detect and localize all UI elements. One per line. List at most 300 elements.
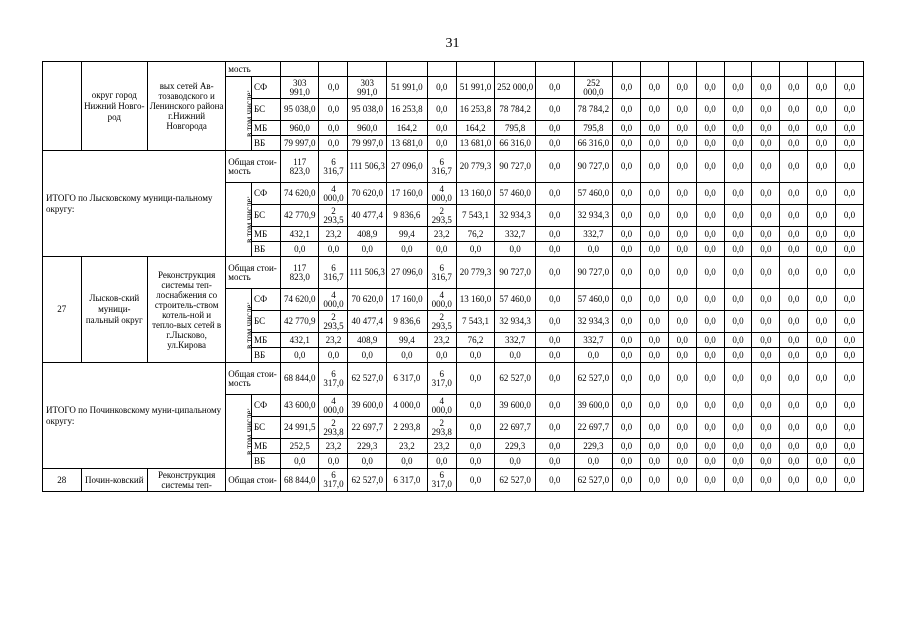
value-cell: 0,0 — [668, 227, 696, 242]
value-cell: 79 997,0 — [280, 136, 319, 151]
value-cell: 0,0 — [495, 242, 536, 257]
value-cell: 0,0 — [780, 311, 808, 333]
cost-label: мость — [226, 62, 281, 77]
value-cell: 0,0 — [613, 311, 641, 333]
value-cell: 4 000,0 — [319, 395, 348, 417]
fund-source-label: БС — [251, 205, 280, 227]
value-cell: 0,0 — [696, 454, 724, 469]
cost-label: Общая стои- — [226, 469, 281, 492]
fund-source-label: ВБ — [251, 348, 280, 363]
table-row — [43, 257, 864, 289]
value-cell: 0,0 — [535, 151, 574, 183]
value-cell: 0,0 — [808, 395, 836, 417]
value-cell: 0,0 — [752, 227, 780, 242]
value-cell: 0,0 — [696, 99, 724, 121]
value-cell: 0,0 — [668, 395, 696, 417]
value-cell: 0,0 — [427, 121, 456, 136]
value-cell: 303 991,0 — [348, 77, 387, 99]
value-cell: 0,0 — [808, 363, 836, 395]
item-number — [43, 62, 82, 151]
including-text: в том числе: — [244, 302, 255, 349]
value-cell: 0,0 — [724, 348, 752, 363]
value-cell: 0,0 — [808, 205, 836, 227]
value-cell: 57 460,0 — [495, 183, 536, 205]
value-cell: 4 000,0 — [427, 395, 456, 417]
value-cell — [574, 62, 613, 77]
value-cell: 0,0 — [427, 454, 456, 469]
value-cell: 0,0 — [640, 395, 668, 417]
value-cell: 0,0 — [696, 395, 724, 417]
value-cell: 0,0 — [613, 363, 641, 395]
value-cell: 0,0 — [280, 242, 319, 257]
value-cell: 0,0 — [696, 439, 724, 454]
value-cell: 0,0 — [319, 348, 348, 363]
value-cell: 95 038,0 — [280, 99, 319, 121]
value-cell: 0,0 — [535, 77, 574, 99]
value-cell: 0,0 — [668, 77, 696, 99]
value-cell: 0,0 — [640, 363, 668, 395]
value-cell: 0,0 — [668, 136, 696, 151]
value-cell: 0,0 — [808, 151, 836, 183]
value-cell: 23,2 — [427, 333, 456, 348]
value-cell — [640, 62, 668, 77]
value-cell: 0,0 — [456, 417, 495, 439]
value-cell: 164,2 — [387, 121, 428, 136]
table-row — [43, 363, 864, 395]
value-cell: 0,0 — [640, 289, 668, 311]
value-cell: 0,0 — [640, 205, 668, 227]
value-cell: 0,0 — [808, 417, 836, 439]
value-cell — [319, 62, 348, 77]
value-cell: 0,0 — [835, 77, 863, 99]
value-cell: 0,0 — [724, 333, 752, 348]
total-label: ИТОГО по Починковскому муни-ципальному округу: — [43, 363, 226, 469]
value-cell: 0,0 — [387, 454, 428, 469]
value-cell: 795,8 — [495, 121, 536, 136]
value-cell: 0,0 — [640, 227, 668, 242]
value-cell: 27 096,0 — [387, 151, 428, 183]
value-cell: 0,0 — [613, 469, 641, 492]
value-cell: 0,0 — [613, 417, 641, 439]
value-cell: 0,0 — [752, 151, 780, 183]
value-cell: 32 934,3 — [495, 205, 536, 227]
value-cell: 0,0 — [613, 348, 641, 363]
value-cell: 164,2 — [456, 121, 495, 136]
value-cell: 13 681,0 — [387, 136, 428, 151]
value-cell: 0,0 — [640, 183, 668, 205]
value-cell: 57 460,0 — [495, 289, 536, 311]
value-cell: 66 316,0 — [495, 136, 536, 151]
value-cell: 0,0 — [535, 469, 574, 492]
value-cell: 0,0 — [427, 136, 456, 151]
value-cell: 76,2 — [456, 333, 495, 348]
value-cell: 99,4 — [387, 227, 428, 242]
value-cell: 0,0 — [752, 417, 780, 439]
value-cell: 0,0 — [724, 151, 752, 183]
value-cell: 0,0 — [724, 311, 752, 333]
value-cell: 0,0 — [640, 121, 668, 136]
value-cell: 0,0 — [696, 333, 724, 348]
value-cell: 0,0 — [752, 242, 780, 257]
value-cell: 62 527,0 — [574, 469, 613, 492]
value-cell: 68 844,0 — [280, 469, 319, 492]
value-cell: 0,0 — [280, 454, 319, 469]
value-cell: 0,0 — [387, 348, 428, 363]
value-cell: 0,0 — [535, 227, 574, 242]
value-cell: 79 997,0 — [348, 136, 387, 151]
value-cell — [835, 62, 863, 77]
value-cell: 2 293,5 — [319, 205, 348, 227]
value-cell: 68 844,0 — [280, 363, 319, 395]
value-cell: 0,0 — [696, 348, 724, 363]
value-cell: 90 727,0 — [495, 151, 536, 183]
fund-source-label: СФ — [251, 395, 280, 417]
value-cell: 0,0 — [808, 227, 836, 242]
fund-source-label: СФ — [251, 289, 280, 311]
value-cell: 0,0 — [780, 242, 808, 257]
value-cell: 6 317,0 — [319, 469, 348, 492]
value-cell: 0,0 — [668, 183, 696, 205]
value-cell: 0,0 — [724, 257, 752, 289]
value-cell: 0,0 — [835, 257, 863, 289]
value-cell: 0,0 — [780, 257, 808, 289]
value-cell: 960,0 — [348, 121, 387, 136]
value-cell: 0,0 — [613, 121, 641, 136]
value-cell: 0,0 — [696, 227, 724, 242]
value-cell: 0,0 — [808, 77, 836, 99]
value-cell: 39 600,0 — [574, 395, 613, 417]
value-cell: 0,0 — [724, 227, 752, 242]
value-cell: 0,0 — [613, 77, 641, 99]
value-cell: 0,0 — [535, 363, 574, 395]
value-cell: 0,0 — [613, 439, 641, 454]
value-cell: 0,0 — [780, 348, 808, 363]
value-cell: 0,0 — [319, 136, 348, 151]
value-cell: 57 460,0 — [574, 289, 613, 311]
value-cell — [348, 62, 387, 77]
value-cell: 0,0 — [613, 333, 641, 348]
value-cell: 0,0 — [668, 151, 696, 183]
value-cell: 0,0 — [427, 242, 456, 257]
value-cell: 432,1 — [280, 333, 319, 348]
value-cell: 0,0 — [696, 363, 724, 395]
value-cell: 0,0 — [752, 454, 780, 469]
value-cell: 332,7 — [495, 333, 536, 348]
value-cell: 0,0 — [835, 121, 863, 136]
value-cell: 0,0 — [613, 289, 641, 311]
value-cell: 0,0 — [640, 99, 668, 121]
district-name: округ город Нижний Новго-род — [81, 62, 147, 151]
value-cell: 0,0 — [835, 469, 863, 492]
value-cell: 229,3 — [495, 439, 536, 454]
value-cell: 0,0 — [668, 348, 696, 363]
value-cell: 62 527,0 — [495, 469, 536, 492]
value-cell: 0,0 — [668, 99, 696, 121]
including-label — [226, 289, 255, 363]
value-cell: 0,0 — [808, 311, 836, 333]
value-cell: 0,0 — [668, 121, 696, 136]
value-cell — [724, 62, 752, 77]
table-row — [43, 151, 864, 183]
value-cell: 0,0 — [668, 439, 696, 454]
value-cell: 0,0 — [613, 205, 641, 227]
value-cell: 0,0 — [640, 417, 668, 439]
value-cell: 62 527,0 — [495, 363, 536, 395]
value-cell: 0,0 — [780, 363, 808, 395]
cost-label: Общая стои-мость — [226, 257, 281, 289]
value-cell: 22 697,7 — [495, 417, 536, 439]
including-text: в том числе: — [244, 196, 255, 243]
value-cell: 95 038,0 — [348, 99, 387, 121]
table-row — [43, 469, 864, 492]
value-cell: 408,9 — [348, 227, 387, 242]
value-cell: 0,0 — [640, 469, 668, 492]
value-cell: 0,0 — [456, 439, 495, 454]
value-cell: 16 253,8 — [456, 99, 495, 121]
value-cell: 0,0 — [668, 311, 696, 333]
value-cell: 0,0 — [348, 242, 387, 257]
value-cell: 0,0 — [808, 121, 836, 136]
fund-source-label: МБ — [251, 121, 280, 136]
value-cell: 0,0 — [808, 257, 836, 289]
value-cell: 0,0 — [535, 183, 574, 205]
value-cell: 99,4 — [387, 333, 428, 348]
value-cell: 960,0 — [280, 121, 319, 136]
value-cell: 0,0 — [574, 242, 613, 257]
value-cell: 0,0 — [808, 454, 836, 469]
value-cell: 0,0 — [696, 417, 724, 439]
value-cell: 0,0 — [668, 363, 696, 395]
value-cell: 117 823,0 — [280, 151, 319, 183]
value-cell: 62 527,0 — [348, 469, 387, 492]
value-cell: 0,0 — [613, 99, 641, 121]
value-cell: 111 506,3 — [348, 151, 387, 183]
value-cell: 0,0 — [835, 395, 863, 417]
value-cell: 0,0 — [456, 469, 495, 492]
value-cell: 51 991,0 — [387, 77, 428, 99]
value-cell — [752, 62, 780, 77]
budget-table — [42, 61, 864, 492]
value-cell: 0,0 — [427, 348, 456, 363]
value-cell: 0,0 — [668, 205, 696, 227]
value-cell: 0,0 — [640, 257, 668, 289]
value-cell: 0,0 — [780, 289, 808, 311]
value-cell: 0,0 — [696, 469, 724, 492]
value-cell: 0,0 — [640, 439, 668, 454]
value-cell: 66 316,0 — [574, 136, 613, 151]
value-cell: 17 160,0 — [387, 183, 428, 205]
value-cell: 0,0 — [835, 205, 863, 227]
including-text: в том числе: — [244, 408, 255, 455]
value-cell: 0,0 — [535, 257, 574, 289]
value-cell: 70 620,0 — [348, 289, 387, 311]
value-cell: 432,1 — [280, 227, 319, 242]
value-cell: 90 727,0 — [574, 151, 613, 183]
value-cell: 408,9 — [348, 333, 387, 348]
value-cell — [808, 62, 836, 77]
value-cell: 229,3 — [348, 439, 387, 454]
value-cell: 32 934,3 — [574, 205, 613, 227]
value-cell: 0,0 — [752, 257, 780, 289]
value-cell: 2 293,5 — [427, 205, 456, 227]
value-cell: 0,0 — [640, 454, 668, 469]
value-cell: 7 543,1 — [456, 205, 495, 227]
value-cell: 0,0 — [348, 454, 387, 469]
value-cell: 0,0 — [780, 333, 808, 348]
value-cell: 0,0 — [808, 136, 836, 151]
value-cell: 0,0 — [835, 439, 863, 454]
value-cell: 0,0 — [752, 469, 780, 492]
value-cell: 0,0 — [780, 454, 808, 469]
value-cell: 0,0 — [319, 77, 348, 99]
value-cell: 20 779,3 — [456, 257, 495, 289]
value-cell: 0,0 — [668, 417, 696, 439]
value-cell: 0,0 — [535, 348, 574, 363]
value-cell — [535, 62, 574, 77]
value-cell: 0,0 — [724, 469, 752, 492]
value-cell: 0,0 — [808, 289, 836, 311]
value-cell: 0,0 — [668, 469, 696, 492]
fund-source-label: ВБ — [251, 136, 280, 151]
object-name: Реконструкция системы теп-лоснабжения со строитель-ством котель-ной и тепло-вых сетей в г.Лысково, ул.Кирова — [148, 257, 226, 363]
value-cell: 111 506,3 — [348, 257, 387, 289]
value-cell: 0,0 — [319, 454, 348, 469]
value-cell: 6 317,0 — [427, 469, 456, 492]
fund-source-label: БС — [251, 311, 280, 333]
value-cell: 0,0 — [808, 99, 836, 121]
value-cell: 70 620,0 — [348, 183, 387, 205]
fund-source-label: ВБ — [251, 242, 280, 257]
value-cell — [387, 62, 428, 77]
value-cell: 0,0 — [613, 227, 641, 242]
value-cell: 0,0 — [724, 136, 752, 151]
value-cell: 20 779,3 — [456, 151, 495, 183]
value-cell: 74 620,0 — [280, 289, 319, 311]
value-cell: 0,0 — [535, 417, 574, 439]
value-cell: 0,0 — [640, 348, 668, 363]
value-cell: 4 000,0 — [427, 183, 456, 205]
value-cell: 0,0 — [835, 227, 863, 242]
value-cell: 9 836,6 — [387, 205, 428, 227]
value-cell: 0,0 — [780, 205, 808, 227]
district-name: Почин-ковский — [81, 469, 147, 492]
value-cell: 0,0 — [835, 417, 863, 439]
value-cell: 0,0 — [724, 242, 752, 257]
value-cell: 0,0 — [696, 289, 724, 311]
value-cell: 42 770,9 — [280, 205, 319, 227]
value-cell — [613, 62, 641, 77]
value-cell: 0,0 — [724, 454, 752, 469]
value-cell: 6 317,0 — [387, 363, 428, 395]
value-cell: 4 000,0 — [427, 289, 456, 311]
value-cell: 0,0 — [668, 333, 696, 348]
value-cell: 332,7 — [495, 227, 536, 242]
value-cell: 9 836,6 — [387, 311, 428, 333]
value-cell: 42 770,9 — [280, 311, 319, 333]
value-cell: 17 160,0 — [387, 289, 428, 311]
value-cell — [280, 62, 319, 77]
value-cell: 2 293,8 — [427, 417, 456, 439]
value-cell: 0,0 — [835, 348, 863, 363]
value-cell: 32 934,3 — [495, 311, 536, 333]
fund-source-label: БС — [251, 417, 280, 439]
value-cell: 0,0 — [668, 289, 696, 311]
value-cell: 0,0 — [808, 183, 836, 205]
value-cell: 23,2 — [319, 333, 348, 348]
value-cell: 0,0 — [808, 348, 836, 363]
value-cell: 2 293,5 — [427, 311, 456, 333]
value-cell: 0,0 — [752, 395, 780, 417]
value-cell: 252 000,0 — [495, 77, 536, 99]
value-cell: 0,0 — [724, 205, 752, 227]
value-cell: 0,0 — [724, 121, 752, 136]
district-name: Лысков-ский муници-пальный округ — [81, 257, 147, 363]
value-cell: 0,0 — [780, 136, 808, 151]
value-cell: 0,0 — [613, 395, 641, 417]
value-cell: 0,0 — [835, 311, 863, 333]
value-cell: 57 460,0 — [574, 183, 613, 205]
value-cell: 0,0 — [495, 348, 536, 363]
value-cell: 0,0 — [696, 205, 724, 227]
value-cell: 332,7 — [574, 227, 613, 242]
value-cell: 0,0 — [640, 242, 668, 257]
value-cell: 0,0 — [456, 348, 495, 363]
value-cell: 0,0 — [696, 183, 724, 205]
total-label: ИТОГО по Лысковскому муници-пальному округу: — [43, 151, 226, 257]
value-cell: 6 316,7 — [427, 151, 456, 183]
item-number: 28 — [43, 469, 82, 492]
cost-label: Общая стои-мость — [226, 151, 281, 183]
value-cell: 0,0 — [535, 454, 574, 469]
value-cell: 76,2 — [456, 227, 495, 242]
value-cell: 0,0 — [640, 136, 668, 151]
value-cell: 0,0 — [780, 395, 808, 417]
value-cell: 23,2 — [319, 227, 348, 242]
value-cell: 0,0 — [752, 439, 780, 454]
value-cell: 0,0 — [696, 77, 724, 99]
including-label — [226, 183, 255, 257]
value-cell: 0,0 — [696, 242, 724, 257]
object-name: Реконструкция системы теп- — [148, 469, 226, 492]
value-cell: 0,0 — [640, 311, 668, 333]
value-cell: 13 160,0 — [456, 289, 495, 311]
value-cell: 0,0 — [668, 242, 696, 257]
value-cell: 0,0 — [724, 183, 752, 205]
value-cell: 0,0 — [640, 333, 668, 348]
value-cell: 0,0 — [808, 439, 836, 454]
value-cell: 0,0 — [835, 289, 863, 311]
value-cell: 0,0 — [668, 257, 696, 289]
value-cell: 0,0 — [613, 151, 641, 183]
value-cell — [427, 62, 456, 77]
value-cell: 2 293,8 — [319, 417, 348, 439]
value-cell: 0,0 — [752, 348, 780, 363]
value-cell — [780, 62, 808, 77]
value-cell: 0,0 — [724, 363, 752, 395]
value-cell: 62 527,0 — [348, 363, 387, 395]
value-cell: 0,0 — [535, 205, 574, 227]
value-cell: 4 000,0 — [319, 183, 348, 205]
value-cell: 23,2 — [427, 227, 456, 242]
value-cell: 0,0 — [835, 242, 863, 257]
value-cell: 252 000,0 — [574, 77, 613, 99]
value-cell: 6 316,7 — [319, 151, 348, 183]
value-cell: 39 600,0 — [348, 395, 387, 417]
value-cell: 0,0 — [319, 242, 348, 257]
value-cell: 0,0 — [535, 439, 574, 454]
value-cell: 0,0 — [752, 289, 780, 311]
value-cell: 90 727,0 — [574, 257, 613, 289]
